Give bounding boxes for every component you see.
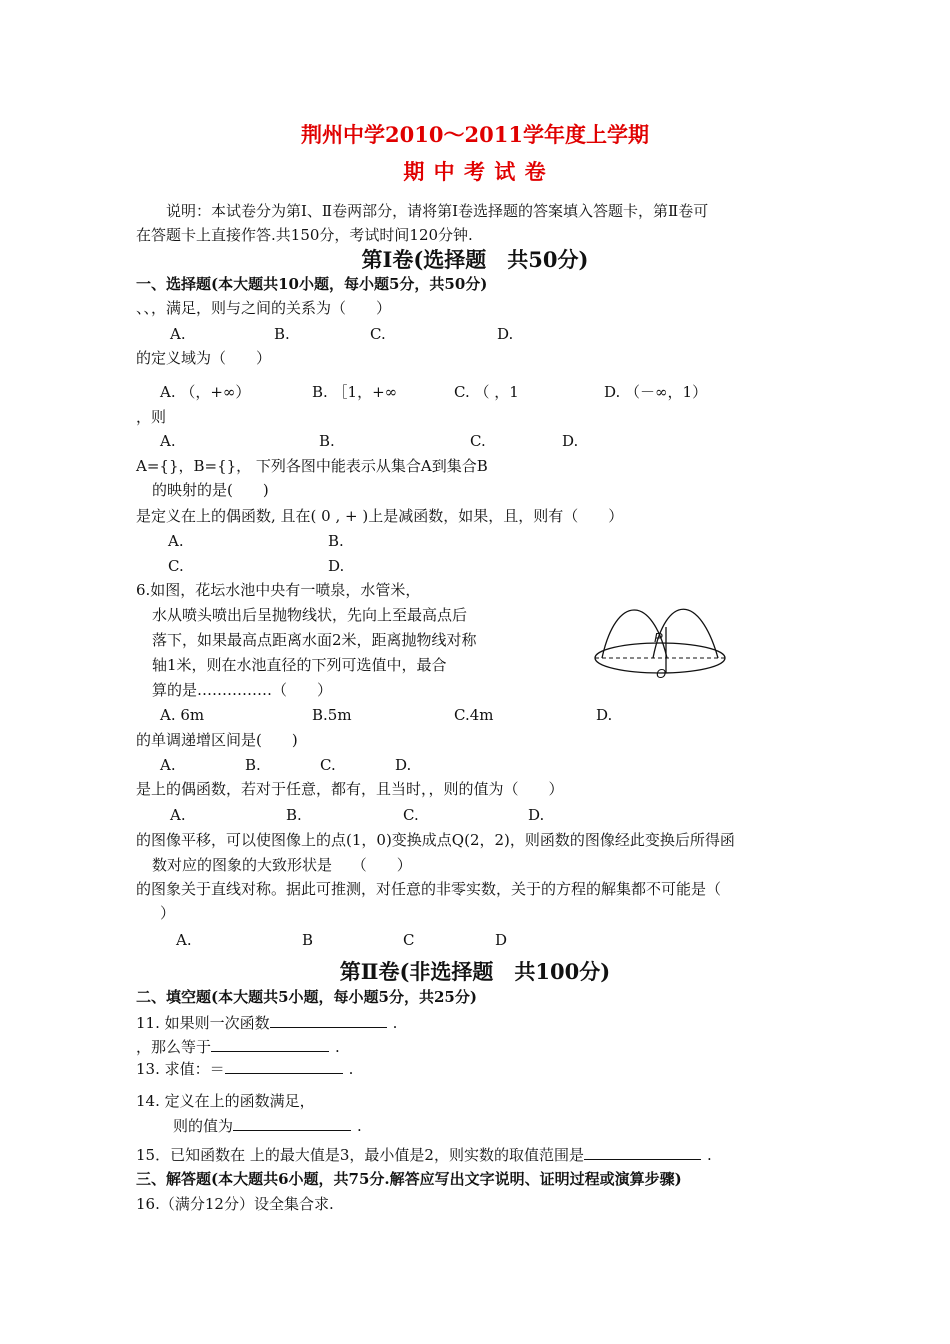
part1-title: 第Ⅰ卷(选择题 共50分) [361,247,589,272]
q13-text: 13. 求值：＝ [136,1060,225,1078]
q2-option-c: C. （ ，1 [454,383,519,401]
intro-line-2: 在答题卡上直接作答.共150分，考试时间120分钟. [136,226,473,244]
q5-option-d: D. [328,557,345,575]
intro-line-1: 说明：本试卷分为第Ⅰ、Ⅱ卷两部分，请将第Ⅰ卷选择题的答案填入答题卡，第Ⅱ卷可 [166,202,709,220]
q11-text: 11. 如果则一次函数 [136,1014,270,1032]
q7-stem: 的单调递增区间是( ) [136,731,298,749]
q8-option-a: A. [170,806,186,824]
q3-stem: ，则 [136,408,167,426]
q5-option-c: C. [168,557,184,575]
q14 [173,1115,362,1136]
q15 [136,1144,712,1165]
q6-option-a: A. 6m [160,706,205,724]
q1-option-a: A. [170,325,186,343]
q14-line-1: 14. 定义在上的函数满足， [136,1092,315,1110]
fill-in-heading: 二、填空题(本大题共5小题，每小题5分，共25分) [136,988,477,1006]
q6-line-2: 水从喷头喷出后呈抛物线状，先向上至最高点后 [152,606,468,624]
q2-option-a: A. （，+∞） [160,383,251,401]
q7-option-c: C. [320,756,336,774]
q10-option-d: D [495,931,508,949]
q3-option-b: B. [319,432,335,450]
q6-line-4: 轴1米，则在水池直径的下列可选值中，最合 [152,656,447,674]
q12-text: ，那么等于 [136,1038,212,1056]
q6-line-5: 算的是……………（ ） [152,681,333,699]
q4-stem: A={}，B={}， 下列各图中能表示从集合A到集合B [136,457,488,475]
q7-option-a: A. [160,756,176,774]
q3-option-d: D. [562,432,579,450]
q7-option-d: D. [395,756,412,774]
q2-option-d: D. （－∞，1） [604,383,708,401]
q11 [136,1012,397,1033]
q8-stem: 是上的偶函数，若对于任意，都有，且当时，，则的值为（ ） [136,780,564,798]
q1-option-d: D. [497,325,514,343]
q5-stem: 是定义在上的偶函数, 且在( 0 , + )上是减函数，如果，且，则有（ ） [136,507,624,525]
part2-title: 第Ⅱ卷(非选择题 共100分) [339,959,611,984]
q3-option-c: C. [470,432,486,450]
q8-option-b: B. [286,806,302,824]
q1-stem: 、、，满足，则与之间的关系为（ ） [136,299,392,317]
q13 [136,1058,353,1079]
q15-period: . [706,1146,712,1164]
section1-heading: 一、选择题(本大题共10小题，每小题5分，共50分) [136,275,488,293]
q2-stem: 的定义域为（ ） [136,349,272,367]
q12 [136,1036,340,1057]
q5-option-a: A. [168,532,184,550]
q6-option-d: D. [596,706,613,724]
q10-stem-2: ） [160,904,176,922]
q14-text: 则的值为 [173,1117,234,1135]
q11-period: . [392,1014,398,1032]
q8-option-c: C. [403,806,419,824]
point-o-label: O [656,666,667,681]
q10-option-a: A. [176,931,192,949]
q6-option-b: B.5m [312,706,352,724]
parabola-right [653,609,718,658]
q11-answer-blank[interactable] [270,1012,387,1028]
q14-period: . [357,1117,362,1135]
q13-period: . [348,1060,354,1078]
q10-option-b: B [302,931,314,949]
q6-option-c: C.4m [454,706,494,724]
point-p-label: P [654,630,663,645]
q7-option-b: B. [245,756,261,774]
q13-answer-blank[interactable] [225,1058,343,1074]
answer-section-heading: 三、解答题(本大题共6小题，共75分.解答应写出文字说明、证明过程或演算步骤) [136,1170,682,1188]
q9-stem-2: 数对应的图象的大致形状是 （ ） [152,856,412,874]
q10-stem: 的图象关于直线对称。据此可推测，对任意的非零实数，关于的方程的解集都不可能是（ [136,880,722,898]
q14-answer-blank[interactable] [233,1115,351,1131]
q2-option-b: B. ［1，+∞ [312,383,398,401]
q8-option-d: D. [528,806,545,824]
exam-subtitle: 期 中 考 试 卷 [403,159,547,184]
q12-answer-blank[interactable] [211,1036,329,1052]
q10-option-c: C [403,931,415,949]
q5-option-b: B. [328,532,344,550]
q1-option-b: B. [274,325,290,343]
q16: 16.（满分12分）设全集合求. [136,1195,334,1213]
q15-text: 15．已知函数在 上的最大值是3，最小值是2，则实数的取值范围是 [136,1146,584,1164]
fountain-figure [590,594,730,690]
exam-title: 荆州中学2010～2011学年度上学期 [301,122,649,147]
q6-line-3: 落下，如果最高点距离水面2米，距离抛物线对称 [152,631,477,649]
q15-answer-blank[interactable] [584,1144,701,1160]
q3-option-a: A. [160,432,176,450]
q9-stem: 的图像平移，可以使图像上的点(1，0)变换成点Q(2，2)，则函数的图像经此变换后所得函 [136,831,735,849]
q1-option-c: C. [370,325,386,343]
q6-line-1: 6.如图，花坛水池中央有一喷泉，水管米， [136,581,421,599]
q4-stem-2: 的映射的是( ) [152,481,269,499]
q12-period: . [335,1038,340,1056]
